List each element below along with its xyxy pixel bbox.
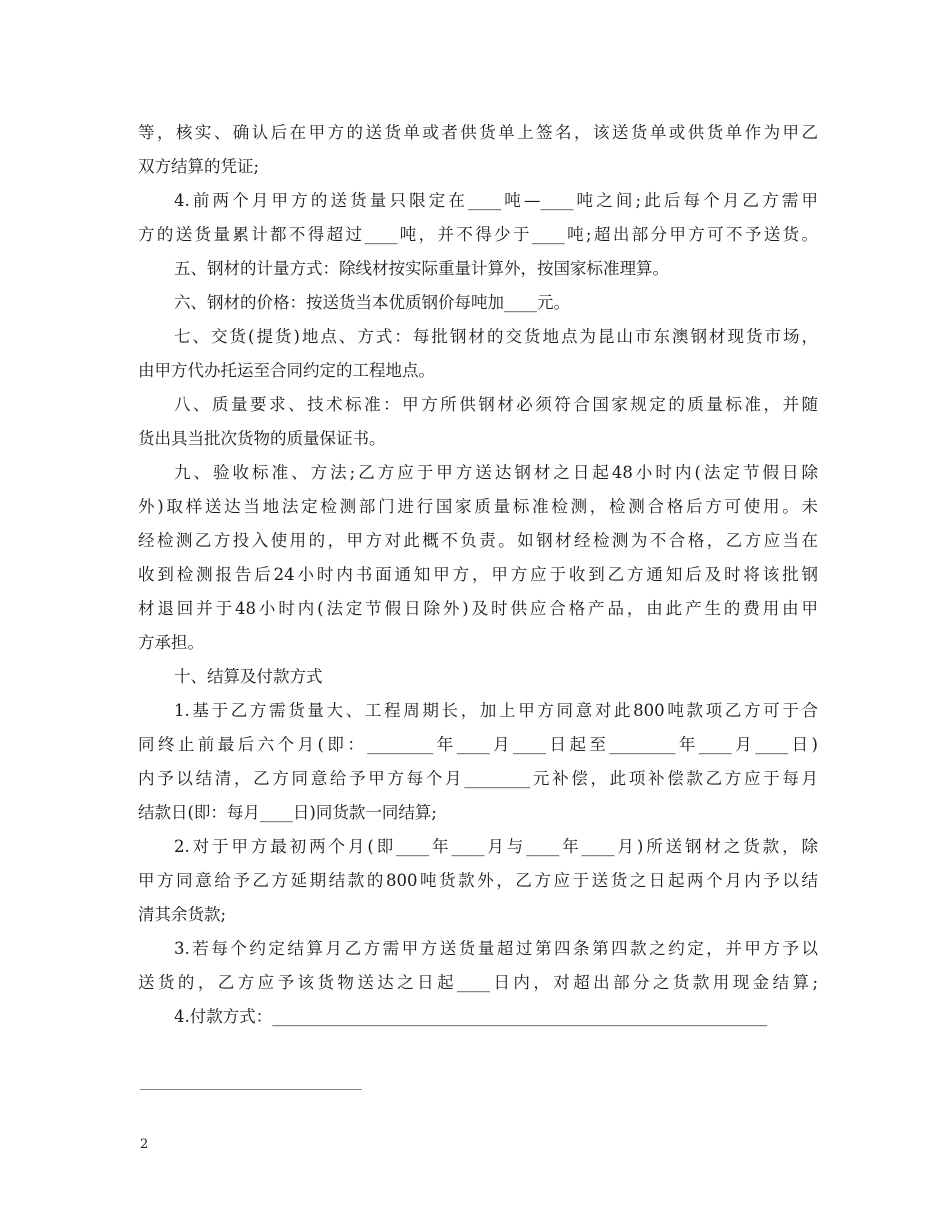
text-line: 内予以结清，乙方同意给予甲方每个月________元补偿，此项补偿款乙方应于每月 — [138, 769, 818, 788]
text-line: 甲方同意给予乙方延期结款的800吨货款外，乙方应于送货之日起两个月内予以结 — [138, 871, 818, 890]
text-line: 收到检测报告后24小时内书面通知甲方，甲方应于收到乙方通知后及时将该批钢 — [138, 565, 818, 584]
text-line: 八、质量要求、技术标准：甲方所供钢材必须符合国家规定的质量标准，并随 — [174, 395, 818, 414]
text-line: 3.若每个约定结算月乙方需甲方送货量超过第四条第四款之约定，并甲方予以 — [174, 939, 818, 958]
text-line: 七、交货(提货)地点、方式：每批钢材的交货地点为昆山市东澳钢材现货市场， — [174, 327, 818, 346]
blank-fill-line — [140, 1089, 362, 1090]
text-line: 五、钢材的计量方式：除线材按实际重量计算外，按国家标准理算。 — [174, 259, 669, 278]
text-line: 九、验收标准、方法;乙方应于甲方送达钢材之日起48小时内(法定节假日除 — [174, 463, 818, 482]
text-line: 2.对于甲方最初两个月(即____年____月与____年____月)所送钢材之货款，除 — [174, 837, 818, 856]
text-line: 结款日(即：每月____日)同货款一同结算; — [138, 803, 437, 822]
text-line: 清其余货款; — [138, 905, 227, 924]
text-line: 送货的，乙方应予该货物送达之日起____日内，对超出部分之货款用现金结算; — [138, 973, 818, 992]
text-line: 材退回并于48小时内(法定节假日除外)及时供应合格产品，由此产生的费用由甲 — [138, 599, 818, 618]
text-line: 双方结算的凭证; — [138, 157, 260, 176]
text-line: 方的送货量累计都不得超过____吨，并不得少于____吨;超出部分甲方可不予送货。 — [138, 225, 818, 244]
page-number: 2 — [140, 1137, 149, 1152]
text-line: 1.基于乙方需货量大、工程周期长，加上甲方同意对此800吨款项乙方可于合 — [174, 701, 818, 720]
text-line: 六、钢材的价格：按送货当本优质钢价每吨加____元。 — [174, 293, 570, 312]
payment-method-line: 4.付款方式：____________________________________________________________ — [174, 1007, 768, 1026]
text-line: 经检测乙方投入使用的，甲方对此概不负责。如钢材经检测为不合格，乙方应当在 — [138, 531, 818, 550]
contract-body-text — [138, 116, 818, 1034]
text-line: 同终止前最后六个月(即：________年____月____日起至________年____月____日) — [138, 735, 818, 754]
section-heading: 十、结算及付款方式 — [174, 667, 323, 686]
text-line: 等，核实、确认后在甲方的送货单或者供货单上签名，该送货单或供货单作为甲乙 — [138, 123, 818, 142]
text-line: 由甲方代办托运至合同约定的工程地点。 — [138, 361, 435, 380]
text-line: 货出具当批次货物的质量保证书。 — [138, 429, 386, 448]
text-line: 外)取样送达当地法定检测部门进行国家质量标准检测，检测合格后方可使用。未 — [138, 497, 818, 516]
text-line: 方承担。 — [138, 633, 204, 652]
text-line: 4.前两个月甲方的送货量只限定在____吨—____吨之间;此后每个月乙方需甲 — [174, 191, 818, 210]
